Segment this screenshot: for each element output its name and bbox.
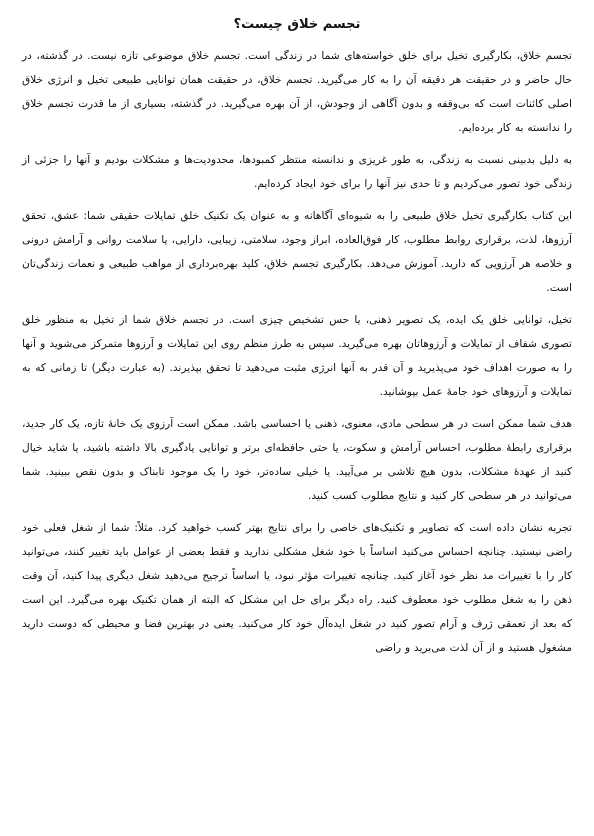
paragraph-1: تجسم خلاق، بکارگیری تخیل برای خلق خواسته‌های شما در زندگی است. تجسم خلاق موضوعی تازه نیست. در گذشته، در حال حاضر و در حقیقت هر دقیقه آن را به کار می‌گیرید. تجسم خلاق، در حقیقت همان توانایی طبیعی تخیل و انرژی خلاق اصلی کائنات است که بی‌وقفه و بدون آگاهی از وجودش، از آن بهره می‌گیرید. در گذشته، بسیاری از ما قدرت تجسم خلاق را ندانسته به کار برده‌ایم.: [22, 50, 572, 134]
paragraph-4: تخیل، توانایی خلق یک ایده، یک تصویر ذهنی، یا حس تشخیص چیزی است. در تجسم خلاق شما از تخیل به منظور خلق تصوری شفاف از تمایلات و آرزوهاتان بهره می‌گیرید. سپس به طرز منظم روی این تمایلات و آرزوها متمرکز می‌شوید و آنها را به صورت اهداف خود می‌پذیرید و آن قدر به آنها انرژی مثبت می‌دهید تا تحقق بپذیرند. (به عبارت دیگر) تا زمانی که به تمایلات و آرزوهای خود جامهٔ عمل بپوشانید.: [22, 314, 572, 398]
paragraph-5: هدف شما ممکن است در هر سطحی مادی، معنوی، ذهنی یا احساسی باشد. ممکن است آرزوی یک خانهٔ تازه، یک کار جدید، برقراری رابطهٔ مطلوب، احساس آرامش و سکوت، یا حتی حافظه‌ای برتر و توانایی یادگیری بالا داشته باشید، یا شاید خیال کنید از عهدهٔ مشکلات، بدون هیچ تلاشی بر می‌آیید. یا خیلی ساده‌تر، خود را یک موجود تابناک و بدون نقص ببینید. شما می‌توانید در هر سطحی کار کنید و نتایج مطلوب کسب کنید.: [22, 418, 572, 502]
paragraph-6: تجربه نشان داده است که تصاویر و تکنیک‌های خاصی را برای نتایج بهتر کسب خواهید کرد. مثلاً: شما از شغل فعلی خود راضی نیستید. چنانچه احساس می‌کنید اساساً با خود شغل مشکلی ندارید و فقط بعضی از عوامل باید تغییر کنند، می‌توانید کار را با تغییرات مد نظر خود آغاز کنید. چنانچه تغییرات مؤثر نبود، یا اساساً ترجیح می‌دهید شغل دیگری پیدا کنید، آن وقت ذهن را به شغل مطلوب خود معطوف کنید. راه دیگر برای حل این مشکل که البته از همان تکنیک بهره می‌گیرد. این است که بعد از تعمقی ژرف و آرام تصور کنید در شغل ایده‌آل خود کار می‌کنید. یعنی در بهترین فضا و محیطی که دوست دارید مشغول هستید و از آن لذت می‌برید و راضی: [22, 522, 572, 654]
paragraph-3: این کتاب بکارگیری تخیل خلاق طبیعی را به شیوه‌ای آگاهانه و به عنوان یک تکنیک خلق تمایلات حقیقی شما: عشق، تحقق آرزوها، لذت، برقراری روابط مطلوب، کار فوق‌العاده، ابراز وجود، سلامتی، زیبایی، دارایی، یا سلامت روانی و آرامش درونی و خلاصه هر آرزویی که دارید. آموزش می‌دهد. بکارگیری تجسم خلاق، کلید بهره‌برداری از مواهب طبیعی و نعمات زندگی‌تان است.: [22, 210, 572, 294]
document-page: [22, 14, 572, 668]
document-title: تجسم خلاق چیست؟: [233, 17, 361, 32]
paragraph-2: به دلیل بدبینی نسبت به زندگی، به طور غریزی و ندانسته منتظر کمبودها، محدودیت‌ها و مشکلات بودیم و آنها را جزئی از زندگی خود تصور می‌کردیم و تا حدی نیز آنها را برای خود ایجاد کرده‌ایم.: [22, 154, 572, 190]
